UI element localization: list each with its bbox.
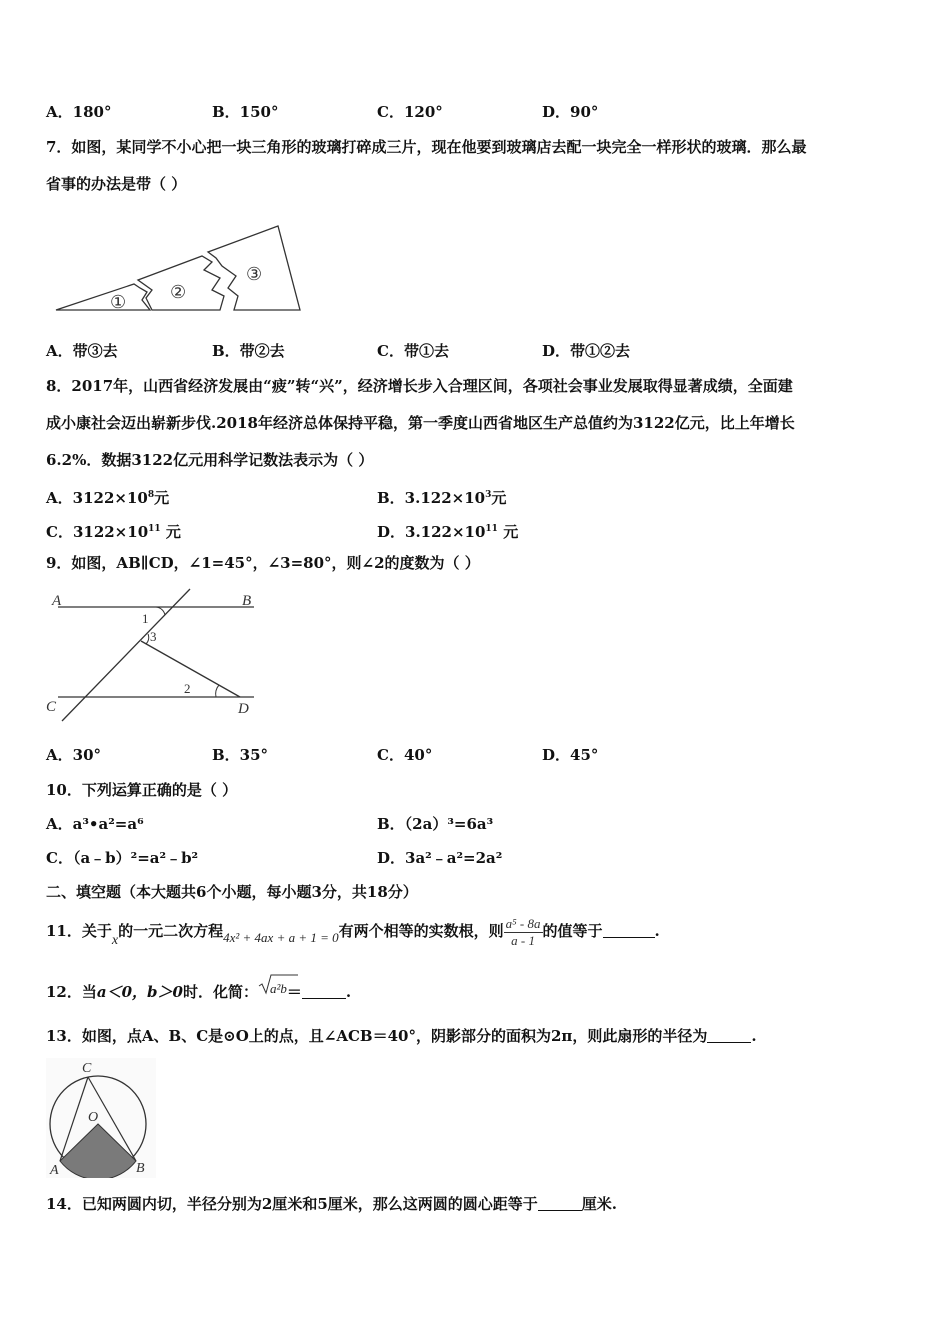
glass-label-2: ② — [170, 282, 187, 303]
q9-option-c: C．40° — [377, 746, 433, 764]
label-c: C — [46, 699, 57, 715]
q9-option-a: A．30° — [46, 746, 102, 764]
q10-option-c: C．（a﹣b）²=a²﹣b² — [46, 849, 199, 867]
q13-circle-sector-figure — [46, 1058, 156, 1178]
q8-stem-line1: 8．2017年，山西省经济发展由“疲”转“兴”，经济增长步入合理区间，各项社会事业发展取得显著成绩，全面建 — [46, 377, 793, 395]
segment-to-d — [141, 641, 240, 697]
q8-stem-line3: 6.2%．数据3122亿元用科学记数法表示为（ ） — [46, 451, 374, 469]
q10-option-b: B．（2a）³=6a³ — [377, 815, 494, 833]
q7-option-a: A．带③去 — [46, 342, 118, 360]
q8-stem-line2: 成小康社会迈出崭新步伐.2018年经济总体保持平稳，第一季度山西省地区生产总值约为3122亿元，比上年增长 — [46, 414, 795, 432]
q10-option-d: D．3a²﹣a²=2a² — [377, 849, 503, 867]
q12-stem: 12．当a＜0，b＞0时．化简： a²b＝ . — [46, 977, 351, 1004]
q14-answer-blank[interactable] — [538, 1196, 582, 1211]
q10-option-a: A．a³•a²=a⁶ — [46, 815, 144, 833]
label-o: O — [88, 1110, 99, 1125]
q10-stem: 10．下列运算正确的是（ ） — [46, 781, 238, 799]
angle-2-label: 2 — [184, 681, 191, 696]
q8-option-b: B．$3.122\times 10^3$元 — [377, 489, 507, 507]
q7-stem-line1: 7．如图，某同学不小心把一块三角形的玻璃打碎成三片，现在他要到玻璃店去配一块完全一样形状的玻璃．那么最 — [46, 138, 807, 156]
q7-option-b: B．带②去 — [212, 342, 285, 360]
q11-answer-blank[interactable] — [603, 923, 655, 938]
q7-option-d: D．带①②去 — [542, 342, 631, 360]
q11-stem: 11．关于x的一元二次方程4x² + 4ax + a + 1 = 0有两个相等的实数根，则 $\frac{\text{a⁵ - 8a}}{a - 1}$ 的值等于 . — [46, 915, 660, 948]
angle-1-label: 1 — [142, 611, 149, 626]
q6-option-b: B．150° — [212, 103, 279, 121]
q7-option-c: C．带①去 — [377, 342, 449, 360]
q13-stem: 13．如图，点A、B、C是⊙O上的点，且∠ACB＝40°，阴影部分的面积为2π，则此扇形的半径为 . — [46, 1027, 757, 1045]
q8-option-a: A．$3122\times 10^8$元 — [46, 489, 170, 507]
q9-parallel-lines-figure — [44, 585, 264, 725]
q6-option-d: D．90° — [542, 103, 599, 121]
glass-label-1: ① — [110, 292, 127, 313]
label-a: A — [52, 593, 62, 609]
label-a: A — [50, 1163, 59, 1178]
q12-answer-blank[interactable] — [302, 984, 346, 999]
angle-3-label: 3 — [150, 629, 157, 644]
q7-broken-glass-figure — [52, 222, 304, 316]
glass-piece-1 — [56, 284, 150, 310]
label-b: B — [242, 593, 252, 609]
q6-option-a: A．180° — [46, 103, 112, 121]
q8-option-c: C．$3122\times 10^{11}$ 元 — [46, 523, 181, 541]
q7-stem-line2: 省事的办法是带（ ） — [46, 175, 187, 193]
q9-option-d: D．45° — [542, 746, 599, 764]
label-b: B — [136, 1161, 145, 1176]
section-heading-fill-in: 二、填空题（本大题共6个小题，每小题3分，共18分） — [46, 883, 418, 901]
label-c: C — [82, 1061, 92, 1076]
q13-answer-blank[interactable] — [707, 1028, 751, 1043]
transversal — [62, 589, 190, 721]
q9-option-b: B．35° — [212, 746, 269, 764]
label-d: D — [238, 701, 249, 717]
q8-option-d: D．$3.122\times 10^{11}$ 元 — [377, 523, 519, 541]
q14-stem: 14．已知两圆内切，半径分别为2厘米和5厘米，那么这两圆的圆心距等于 厘米. — [46, 1195, 617, 1213]
glass-label-3: ③ — [246, 264, 263, 285]
q9-stem: 9．如图，AB∥CD，∠1=45°，∠3=80°，则∠2的度数为（ ） — [46, 554, 480, 572]
q6-option-c: C．120° — [377, 103, 443, 121]
